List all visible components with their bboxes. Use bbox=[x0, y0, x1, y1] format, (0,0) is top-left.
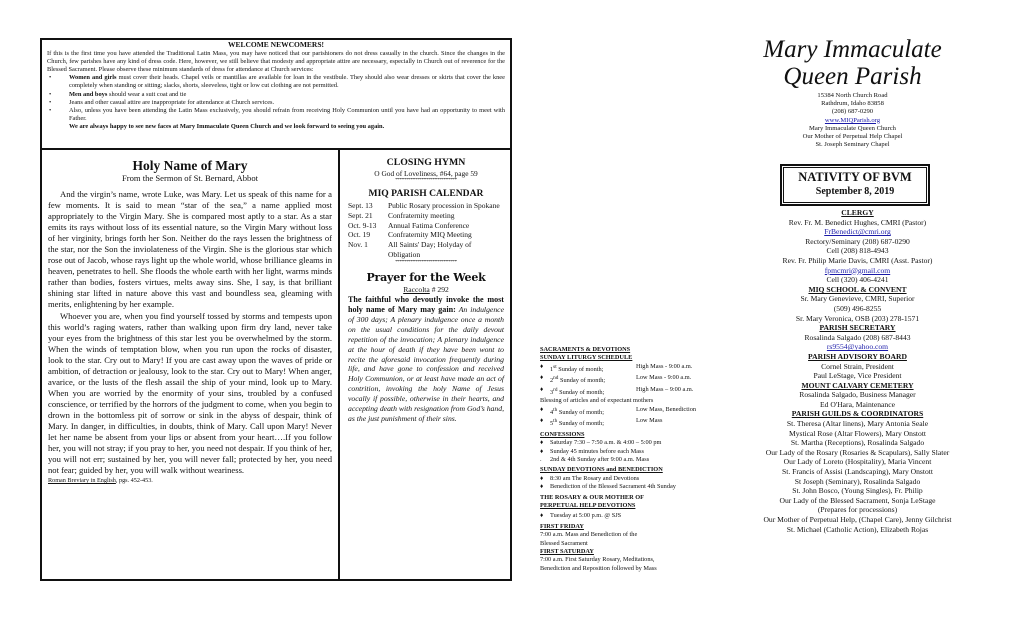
confession-time: Sunday 45 minutes before each Mass bbox=[550, 447, 644, 455]
rosary-time: Tuesday at 5:00 p.m. @ SJS bbox=[550, 512, 622, 520]
parish-name-line1: Mary Immaculate bbox=[763, 36, 942, 63]
confessions-title: CONFESSIONS bbox=[540, 430, 585, 438]
dress-rule bbox=[47, 107, 505, 123]
welcome-intro: If this is the first time you have attended the Traditional Latin Mass, you may have noticed that our parishioners do not dress casually in the church. Since the changes in the Church, few parishes have any kind of dress code. Here, however, we still believe that modesty and appropriate attire are necessary, especially in Church out of reverence for the Blessed Sacrament. Please observe these minimum standards of dress for attendance at Church services: bbox=[47, 49, 505, 73]
cemetery-title: MOUNT CALVARY CEMETERY bbox=[801, 380, 914, 390]
closing-hymn-name: O God of Loveliness, #64, page 59 bbox=[374, 169, 478, 178]
calendar-row bbox=[348, 211, 504, 221]
prayer-text bbox=[348, 295, 504, 424]
confession-time: 2nd & 4th Sunday after 9:00 a.m. Mass bbox=[550, 455, 650, 463]
first-saturday-text: Benediction and Reposition followed by Mass bbox=[540, 564, 657, 572]
first-friday-title: FIRST FRIDAY bbox=[540, 522, 584, 530]
diamond-bullet-icon: ♦ bbox=[540, 447, 544, 455]
welcome-newcomers-box bbox=[40, 38, 512, 150]
board-title: PARISH ADVISORY BOARD bbox=[808, 351, 907, 361]
liturgy-mass: Low Mass bbox=[636, 417, 663, 425]
welcome-closing: We are always happy to see new faces at Mary Immaculate Queen Church and we look forward to seeing you again. bbox=[69, 123, 385, 131]
board-president: Cornel Strain, President bbox=[821, 361, 894, 371]
guild-item: (Prepares for processions) bbox=[817, 505, 898, 515]
sacraments-section bbox=[540, 346, 730, 573]
guild-item: Our Mother of Perpetual Help, (Chapel Care), Jenny Gilchrist bbox=[763, 515, 952, 524]
sacraments-title: SACRAMENTS & DEVOTIONS bbox=[540, 346, 631, 353]
prayer-italic-text: An indulgence of 300 days; A plenary indulgence once a month on the usual conditions for the daily devout repetition of the invocation; A plenary indulgence at the hour of death if they have been wont to recite the aforesaid invocation frequently during life, and have gone to confession and received Holy Communion, or at least have made an act of contrition, invoking the holy Name of Jesus vocally if possible, otherwise in their hearts, and accepting death with resignation from God’s hand, as the just punishment of their sins. bbox=[348, 304, 504, 424]
welcome-title: WELCOME NEWCOMERS! bbox=[227, 40, 325, 49]
parish-address bbox=[745, 92, 960, 149]
devotion-text: Benediction of the Blessed Sacrament 4th Sunday bbox=[550, 483, 676, 491]
prayer-bold-text: The faithful who devoutly invoke the most holy name of Mary may gain: bbox=[348, 294, 504, 314]
liturgy-day bbox=[550, 374, 636, 386]
feast-day-inner bbox=[783, 167, 927, 203]
calendar-row bbox=[348, 201, 504, 211]
feast-date: September 8, 2019 bbox=[815, 186, 895, 197]
dress-rule bbox=[47, 99, 505, 107]
feast-title: NATIVITY OF BVM bbox=[798, 170, 912, 184]
guild-item: St. Michael (Catholic Action), Elizabeth Rojas bbox=[786, 524, 929, 534]
address-city: Rathdrum, Idaho 83858 bbox=[821, 100, 884, 108]
dress-rule-text: Jeans and other casual attire are inappropriate for attendance at Church services. bbox=[69, 98, 275, 106]
devotion-row bbox=[540, 475, 730, 483]
divider: **************************** bbox=[395, 178, 457, 183]
cemetery-maintenance: Ed O'Hara, Maintenance bbox=[820, 399, 895, 409]
diamond-bullet-icon: ♦ bbox=[540, 512, 544, 520]
dress-rule-subject: Women and girls bbox=[69, 74, 117, 82]
chapel-name: Mary Immaculate Queen Church bbox=[809, 124, 896, 132]
secretary-title: PARISH SECRETARY bbox=[819, 323, 896, 333]
first-friday-text: 7:00 a.m. Mass and Benediction of the bbox=[540, 531, 638, 539]
liturgy-row bbox=[540, 406, 730, 418]
liturgy-mass: High Mass – 9:00 a.m. bbox=[636, 385, 694, 393]
board-vp: Paul LeStage, Vice President bbox=[813, 371, 902, 381]
guild-item: Our Lady of the Blessed Sacrament, Sonja LeStage bbox=[779, 495, 936, 505]
secretary-contact: Rosalinda Salgado (208) 687-8443 bbox=[804, 332, 911, 342]
address-street: 15384 North Church Road bbox=[817, 92, 888, 99]
guild-item: St. John Bosco, (Young Singles), Fr. Philip bbox=[792, 486, 923, 496]
diamond-bullet-icon: ♦ bbox=[540, 405, 544, 413]
diamond-bullet-icon: ♦ bbox=[540, 417, 544, 425]
ordinal: 3 bbox=[550, 388, 554, 396]
liturgy-row bbox=[540, 386, 730, 398]
dress-rule-text: should wear a suit coat and tie bbox=[107, 90, 187, 98]
ordinal: 1 bbox=[550, 365, 554, 373]
confession-row bbox=[540, 456, 730, 464]
rosary-title-line2: PERPETUAL HELP DEVOTIONS bbox=[540, 501, 636, 509]
day-label: Sunday of month; bbox=[557, 388, 605, 396]
pastor-name: Rev. Fr. M. Benedict Hughes, CMRI (Pastor) bbox=[788, 217, 927, 227]
devotion-text: 8:30 am The Rosary and Devotions bbox=[550, 474, 640, 482]
calendar-event: Confraternity MIQ Meeting bbox=[388, 230, 472, 240]
liturgy-day bbox=[550, 363, 636, 375]
day-label: Sunday of month; bbox=[556, 365, 604, 373]
ordinal: 5 bbox=[550, 420, 554, 428]
divider: **************************** bbox=[395, 259, 457, 265]
dot-bullet-icon: . bbox=[540, 455, 542, 463]
prayer-source bbox=[348, 285, 504, 294]
closing-hymn-title: CLOSING HYMN bbox=[386, 157, 466, 168]
calendar-date: Nov. 1 bbox=[348, 240, 368, 250]
asst-pastor-email-link[interactable]: fpmcmri@gmail.com bbox=[824, 265, 891, 275]
calendar-table bbox=[348, 201, 504, 260]
first-friday-text: Blessed Sacrament bbox=[540, 539, 588, 547]
guild-item: St Joseph (Seminary), Rosalinda Salgado bbox=[794, 476, 921, 486]
guilds-title: PARISH GUILDS & COORDINATORS bbox=[791, 409, 924, 419]
diamond-bullet-icon: ♦ bbox=[540, 439, 544, 447]
diamond-bullet-icon: ♦ bbox=[540, 474, 544, 482]
ordinal-suffix: rd bbox=[553, 386, 558, 393]
calendar-row bbox=[348, 221, 504, 231]
calendar-event: Public Rosary procession in Spokane bbox=[388, 201, 500, 210]
ordinal-suffix: th bbox=[553, 406, 558, 413]
sermon-paragraph: Whoever you are, when you find yourself tossed by storms and tempests upon this world’s raging waters, rather than walking upon firm dry land, never take your eyes from the brightness of this star lest you be overwhelmed by the storm. When the winds of temptation blow, when you run upon the rocks of disaster, look to the star. Cry out to Mary! If you are cast away upon the waves of pride or ambition, of detraction or jealousy, look to the star. Cry out to Mary! When anger, avarice, or the lusts of the flesh assail the ship of your mind, look up to Mary. When you are worried by the enormity of your sins, troubled by a confused conscience, or terrified by the horrors of the judgment to come, when you begin to drown in the bottomless pit of sorrow or sink in the abyss of despair, think of Mary. In danger, in difficulties, in doubts, think of Mary. Call upon Mary! Never let her name be absent from your lips or absent from your heart….If you follow her, you will not stray; if you pray to her, you need not despair. If you think of her, you will not err; sustained by her, you will never fall; protected by her, you need not fear; guided by her, you will walk without weariness. bbox=[48, 310, 332, 476]
ordinal-suffix: nd bbox=[553, 375, 559, 382]
diamond-bullet-icon: ♦ bbox=[540, 362, 544, 370]
calendar-row bbox=[348, 240, 504, 260]
parish-website-link[interactable]: www.MIQParish.org bbox=[824, 116, 881, 124]
calendar-row bbox=[348, 230, 504, 240]
devotions-title: SUNDAY DEVOTIONS and BENEDICTION bbox=[540, 466, 663, 474]
first-saturday-title: FIRST SATURDAY bbox=[540, 548, 594, 555]
asst-pastor-name: Rev. Fr. Philip Marie Davis, CMRI (Asst. Pastor) bbox=[782, 255, 933, 265]
sermon-paragraph: And the virgin’s name, wrote Luke, was Mary. Let us speak of this name for a few moments. It is said to mean “star of the sea,” a name applied most appropriately to the Virgin Mary. She is compared most aptly to a star. As a star emits its rays without loss of its essential nature, so the Virgin Mary without loss of her virginity, brings forth her Son. Neither do the rays lessen the brightness of the star, nor the Son the inviolateness of the Virgin. She is the glorious star which rose out of Jacob, whose rays light up the whole world, whose brilliance gleams in heaven, penetrates to hell. She floods the whole earth with her light, warms minds rather than bodies, fosters virtues, melts away sins. She, I say, is that brilliant shining star lifted in nature above this vast and boundless sea, gleaming with merits, enlightening by her example. bbox=[48, 189, 333, 310]
chapel-name: Our Mother of Perpetual Help Chapel bbox=[802, 133, 903, 141]
liturgy-day bbox=[550, 386, 636, 398]
liturgy-mass: High Mass - 9:00 a.m. bbox=[636, 362, 693, 370]
dress-rule-text: Also, unless you have been attending the Latin Mass exclusively, you should refrain from receiving Holy Communion until you have had an opportunity to meet with Father. bbox=[69, 106, 505, 123]
pastor-cell: Cell (208) 818-4943 bbox=[826, 246, 889, 256]
devotion-row bbox=[540, 483, 730, 491]
parish-directory bbox=[745, 208, 970, 534]
guild-item: Our Lady of Loreto (Hospitality), Maria Vincent bbox=[783, 457, 932, 467]
superior-phone: (509) 496-8255 bbox=[833, 303, 882, 313]
calendar-date: Sept. 13 bbox=[348, 201, 373, 210]
diamond-bullet-icon: ♦ bbox=[540, 385, 544, 393]
confession-row bbox=[540, 439, 730, 447]
guild-item: St. Martha (Receptions), Rosalinda Salgado bbox=[790, 438, 925, 448]
rosary-row bbox=[540, 512, 730, 520]
liturgy-day bbox=[550, 406, 636, 418]
calendar-date: Sept. 21 bbox=[348, 210, 373, 220]
clergy-title: CLERGY bbox=[841, 208, 874, 217]
calendar-event: All Saints' Day; Holyday of Obligation bbox=[388, 240, 472, 259]
blessing-note: Blessing of articles and of expectant mothers bbox=[540, 397, 654, 405]
diamond-bullet-icon: ♦ bbox=[540, 483, 544, 491]
sermon-citation bbox=[48, 476, 332, 485]
sermon-subtitle: From the Sermon of St. Bernard, Abbot bbox=[121, 173, 259, 183]
liturgy-schedule-title: SUNDAY LITURGY SCHEDULE bbox=[540, 354, 633, 362]
calendar-title: MIQ PARISH CALENDAR bbox=[368, 188, 484, 199]
liturgy-day bbox=[550, 417, 636, 429]
guild-item: Mystical Rose (Altar Flowers), Mary Onstott bbox=[788, 428, 927, 438]
prayer-source-label: Raccolta bbox=[403, 284, 430, 294]
calendar-event: Confraternity meeting bbox=[388, 210, 455, 220]
pastor-email-link[interactable]: FrBenedict@cmri.org bbox=[824, 227, 891, 237]
calendar-event: Annual Fatima Conference bbox=[388, 220, 470, 230]
liturgy-mass: Low Mass - 9:00 a.m. bbox=[636, 374, 692, 382]
hymn-calendar-prayer-column bbox=[338, 150, 512, 581]
school-title: MIQ SCHOOL & CONVENT bbox=[808, 284, 907, 294]
day-label: Sunday of month; bbox=[558, 377, 606, 385]
liturgy-row bbox=[540, 363, 730, 375]
liturgy-mass: Low Mass, Benediction bbox=[636, 405, 696, 413]
parish-phone: (208) 687-0290 bbox=[831, 108, 874, 116]
prayer-source-number: # 292 bbox=[429, 284, 449, 294]
calendar-date: Oct. 9-13 bbox=[348, 220, 377, 230]
secretary-email-link[interactable]: rs9554@yahoo.com bbox=[826, 342, 889, 352]
citation-pages: , pgs. 452-453. bbox=[115, 477, 153, 485]
rectory-phone: Rectory/Seminary (208) 687-0290 bbox=[805, 236, 910, 246]
sister-contact: Sr. Mary Veronica, OSB (203) 278-1571 bbox=[795, 313, 920, 323]
confession-time: Saturday 7:30 – 7:50 a.m. & 4:00 – 5:00 pm bbox=[550, 439, 662, 447]
asst-pastor-cell: Cell (320) 406-4241 bbox=[826, 275, 889, 285]
confession-row bbox=[540, 448, 730, 456]
guild-item: Our Lady of the Rosary (Rosaries & Scapulars), Sally Slater bbox=[765, 447, 950, 457]
ordinal: 4 bbox=[550, 408, 554, 416]
guild-item: St. Francis of Assisi (Landscaping), Mary Onstott bbox=[781, 467, 934, 477]
guild-item: St. Theresa (Altar linens), Mary Antonia Seale bbox=[786, 419, 929, 429]
liturgy-row bbox=[540, 374, 730, 386]
parish-name-line2: Queen Parish bbox=[783, 63, 922, 90]
cemetery-manager: Rosalinda Salgado, Business Manager bbox=[799, 390, 916, 400]
ordinal: 2 bbox=[550, 377, 554, 385]
sermon-article bbox=[40, 150, 340, 581]
liturgy-row bbox=[540, 417, 730, 429]
feast-day-box bbox=[780, 164, 930, 206]
rosary-title-line1: THE ROSARY & OUR MOTHER OF bbox=[540, 493, 644, 501]
dress-code-list bbox=[47, 74, 505, 123]
ordinal-suffix: th bbox=[553, 418, 558, 425]
dress-rule-text: must cover their heads. Chapel veils or mantillas are available for loan in the vestibule. They should also wear dresses or skirts that cover the knee completely when standing or sitting; slacks, shorts, sleeveless, tight or low cut clothing are not permitted. bbox=[69, 74, 505, 90]
citation-source: Roman Breviary in English bbox=[48, 477, 116, 485]
dress-rule bbox=[47, 91, 505, 99]
parish-masthead bbox=[745, 36, 960, 149]
ordinal-suffix: st bbox=[553, 363, 557, 370]
diamond-bullet-icon: ♦ bbox=[540, 374, 544, 382]
chapel-name: St. Joseph Seminary Chapel bbox=[815, 141, 890, 149]
superior-name: Sr. Mary Genevieve, CMRI, Superior bbox=[800, 294, 915, 304]
sermon-title: Holy Name of Mary bbox=[132, 158, 248, 173]
day-label: Sunday of month; bbox=[557, 420, 604, 428]
first-saturday-text: 7:00 a.m. First Saturday Rosary, Meditations, bbox=[540, 556, 655, 564]
dress-rule-subject: Men and boys bbox=[69, 90, 108, 98]
calendar-date: Oct. 19 bbox=[348, 230, 371, 240]
day-label: Sunday of month; bbox=[557, 408, 604, 416]
dress-rule bbox=[47, 74, 505, 90]
prayer-title: Prayer for the Week bbox=[366, 270, 486, 284]
